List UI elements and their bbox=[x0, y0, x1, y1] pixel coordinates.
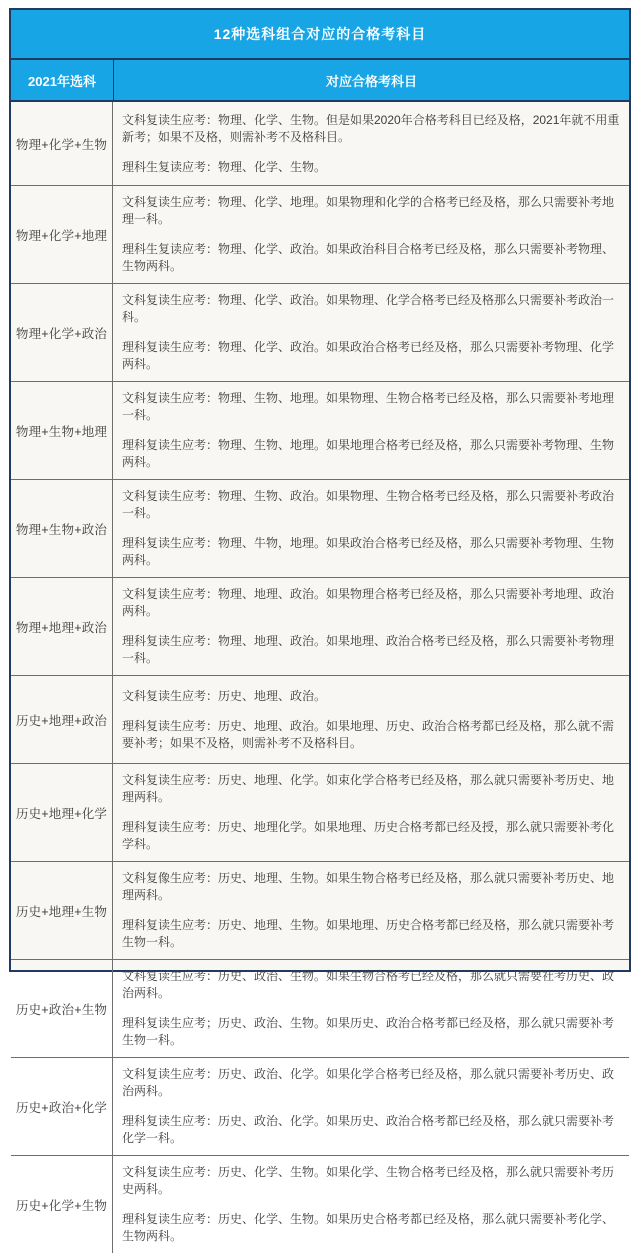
table-row bbox=[11, 862, 629, 960]
combo-label: 物理+地理+政治 bbox=[11, 578, 113, 675]
combo-label: 物理+生物+政治 bbox=[11, 480, 113, 577]
row-detail bbox=[113, 382, 629, 479]
like-text: 理科复读生应考：历史、化学、生物。如果历史合格考都已经及格，那么就只需要补考化学、生物两科。 bbox=[122, 1212, 615, 1243]
wenke-text: 文科复读生应考：物理、地理、政治。如果物理合格考已经及格，那么只需要补考地理、政治两科。 bbox=[122, 587, 615, 618]
row-detail bbox=[113, 862, 629, 959]
table-row bbox=[11, 578, 629, 676]
combo-label: 历史+地理+化学 bbox=[11, 764, 113, 861]
row-detail bbox=[113, 284, 629, 381]
combo-label: 历史+地理+政治 bbox=[11, 676, 113, 763]
subject-combination-table bbox=[9, 8, 631, 1243]
like-text: 理科复读生应考：历史、地理、生物。如果地理、历史合格考都已经及格，那么就只需要补考生物一科。 bbox=[122, 918, 615, 949]
wenke-text: 文科复读生应考：物理、生物、地理。如果物理、生物合格考已经及格，那么只需要补考地理一科。 bbox=[122, 391, 615, 422]
row-detail bbox=[113, 480, 629, 577]
table-row bbox=[11, 1156, 629, 1253]
wenke-text: 文科复读生应考：历史、地理、化学。如束化学合格考已经及格，那么就只需要补考历史、地理两科。 bbox=[122, 773, 615, 804]
row-detail bbox=[113, 960, 629, 1057]
table-row bbox=[11, 676, 629, 764]
row-detail bbox=[113, 186, 629, 283]
row-detail bbox=[113, 1058, 629, 1155]
row-detail bbox=[113, 764, 629, 861]
row-detail bbox=[113, 1156, 629, 1253]
wenke-text: 文科复读生应考：物理、化学、生物。但是如果2020年合格考科目已经及格，2021年就不用重新考；如果不及格，则需补考不及格科目。 bbox=[122, 112, 620, 144]
table-row bbox=[11, 960, 629, 1058]
wenke-text: 文科复读生应考：历史、化学、生物。如果化学、生物合格考已经及格，那么就只需要补考历史两科。 bbox=[122, 1165, 615, 1196]
like-text: 理科生复读应考：物理、化学、生物。 bbox=[122, 159, 327, 174]
row-detail bbox=[113, 578, 629, 675]
like-text: 理科复读生应考：物理、生物、地理。如果地理合格考已经及格，那么只需要补考物理、生物两科。 bbox=[122, 438, 615, 469]
wenke-text: 文科复读生应考：物理、化学、政治。如果物理、化学合格考已经及格那么只需要补考政治一科。 bbox=[122, 293, 615, 324]
wenke-text: 文科复读生应考：物理、化学、地理。如果物理和化学的合格考已经及格，那么只需要补考地理一科。 bbox=[122, 195, 615, 226]
combo-label: 物理+化学+政治 bbox=[11, 284, 113, 381]
table-row bbox=[11, 480, 629, 578]
table-title: 12种选科组合对应的合格考科目 bbox=[11, 10, 629, 60]
wenke-text: 文科复像生应考：历史、地理、生物。如果生物合格考已经及格，那么就只需要补考历史、地理两科。 bbox=[122, 871, 615, 902]
table-row bbox=[11, 382, 629, 480]
combo-label: 物理+生物+地理 bbox=[11, 382, 113, 479]
combo-label: 物理+化学+地理 bbox=[11, 186, 113, 283]
wenke-text: 文科复读生应考：历史、政治、生物。如果生物合格考已经及格，那么就只需要社考历史、政治两科。 bbox=[122, 969, 615, 1000]
combo-label: 物理+化学+生物 bbox=[11, 102, 113, 185]
header-col-exam-subjects: 对应合格考科目 bbox=[325, 73, 417, 89]
table-row bbox=[11, 102, 629, 186]
combo-label: 历史+地理+生物 bbox=[11, 862, 113, 959]
combo-label: 历史+政治+化学 bbox=[11, 1058, 113, 1155]
table-row bbox=[11, 764, 629, 862]
table-row bbox=[11, 186, 629, 284]
row-detail bbox=[113, 102, 629, 185]
like-text: 理科复读生应考：物理、化学、政治。如果政治合格考已经及格，那么只需要补考物理、化学两科。 bbox=[122, 340, 615, 371]
like-text: 理科复读生应考：历史、地理、政治。如果地理、历史、政治合格考都已经及格，那么就不需要补考；如果不及格，则需补考不及格科目。 bbox=[122, 718, 615, 750]
like-text: 理科复读生应考；历史、政治、生物。如果历史、政治合格考都已经及格，那么就只需要补考生物一科。 bbox=[122, 1016, 615, 1047]
wenke-text: 文科复读生应考：物理、生物、政治。如果物理、生物合格考已经及格，那么只需要补考政治一科。 bbox=[122, 489, 615, 520]
like-text: 理科生复读应考：物理、化学、政治。如果政治科目合格考已经及格，那么只需要补考物理、生物两科。 bbox=[122, 242, 615, 273]
like-text: 理科复读生应考：物理、牛物，地理。如果政治合格考已经及格，那么只需要补考物理、生物两科。 bbox=[122, 536, 615, 567]
header-col-year-combo: 2021年选科 bbox=[11, 60, 114, 100]
like-text: 理科复读生应考：物理、地理、政治。如果地理、政治合格考已经及格，那么只需要补考物理一科。 bbox=[122, 634, 615, 665]
combo-label: 历史+政治+生物 bbox=[11, 960, 113, 1057]
combo-label: 历史+化学+生物 bbox=[11, 1156, 113, 1253]
table-row bbox=[11, 1058, 629, 1156]
like-text: 理科复读生应考：历史、地理化学。如果地理、历史合格考都已经及授，那么就只需要补考化学科。 bbox=[122, 820, 615, 851]
row-detail bbox=[113, 676, 629, 763]
table-body bbox=[11, 102, 629, 1253]
wenke-text: 文科复读生应考：历史、政治、化学。如果化学合格考已经及格，那么就只需要补考历史、政治两科。 bbox=[122, 1067, 615, 1098]
like-text: 理科复读生应考：历史、政治、化学。如果历史、政治合格考都已经及格，那么就只需要补考化学一科。 bbox=[122, 1114, 615, 1145]
wenke-text: 文科复读生应考：历史、地理、政治。 bbox=[122, 688, 327, 703]
table-header bbox=[11, 60, 629, 102]
table-row bbox=[11, 284, 629, 382]
